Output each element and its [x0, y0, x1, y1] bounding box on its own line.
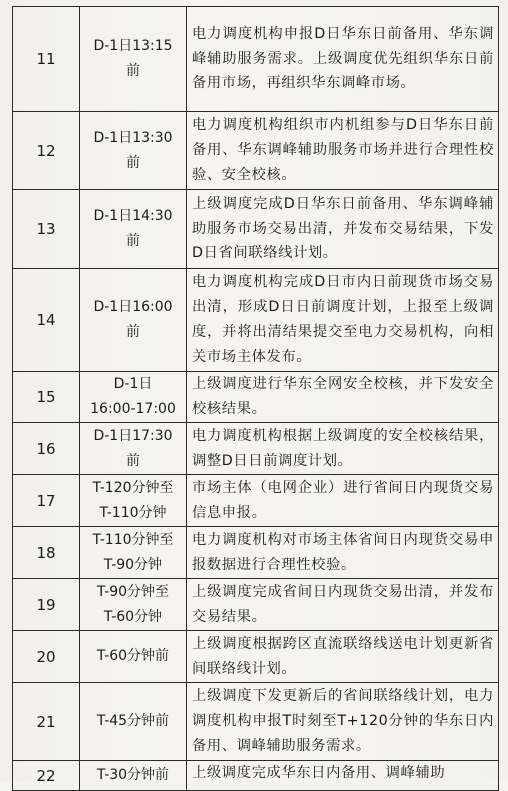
- table-row: [13, 269, 499, 372]
- table-row: [13, 683, 499, 761]
- table-row: [13, 7, 499, 112]
- row-description: 上级调度完成华东日内备用、调峰辅助: [187, 761, 499, 791]
- row-description: 电力调度机构对市场主体省间日内现货交易申报数据进行合理性校验。: [187, 527, 499, 579]
- row-number: 22: [13, 761, 80, 791]
- row-number: 21: [13, 683, 80, 761]
- row-description: 市场主体（电网企业）进行省间日内现货交易信息申报。: [187, 475, 499, 527]
- row-description: 上级调度完成省间日内现货交易出清，并发布交易结果。: [187, 579, 499, 631]
- table-row: [13, 761, 499, 791]
- row-description: 上级调度根据跨区直流联络线送电计划更新省间联络线计划。: [187, 631, 499, 683]
- row-time: T-45分钟前: [80, 683, 187, 761]
- row-description: 电力调度机构组织市内机组参与D日华东日前备用、华东调峰辅助服务市场并进行合理性校验、安全校核。: [187, 112, 499, 190]
- row-number: 11: [13, 7, 80, 112]
- row-number: 14: [13, 269, 80, 372]
- row-time: T-110分钟至 T-90分钟: [80, 527, 187, 579]
- row-time: D-1日13:15 前: [80, 7, 187, 112]
- row-time: T-90分钟至 T-60分钟: [80, 579, 187, 631]
- table-row: [13, 579, 499, 631]
- row-number: 20: [13, 631, 80, 683]
- row-time: T-120分钟至 T-110分钟: [80, 475, 187, 527]
- table-row: [13, 475, 499, 527]
- row-number: 15: [13, 372, 80, 423]
- row-description: 电力调度机构申报D日华东日前备用、华东调峰辅助服务需求。上级调度优先组织华东日前备用市场，再组织华东调峰市场。: [187, 7, 499, 112]
- table-row: [13, 112, 499, 190]
- row-time: T-60分钟前: [80, 631, 187, 683]
- row-number: 16: [13, 423, 80, 475]
- table-row: [13, 423, 499, 475]
- schedule-table: [12, 6, 499, 791]
- row-number: 13: [13, 190, 80, 269]
- table-row: [13, 372, 499, 423]
- row-time: D-1日13:30 前: [80, 112, 187, 190]
- row-description: 电力调度机构根据上级调度的安全校核结果，调整D日日前调度计划。: [187, 423, 499, 475]
- row-time: D-1日16:00 前: [80, 269, 187, 372]
- row-time: T-30分钟前: [80, 761, 187, 791]
- row-number: 18: [13, 527, 80, 579]
- row-description: 上级调度下发更新后的省间联络线计划，电力调度机构申报T时刻至T+120分钟的华东日内备用、调峰辅助服务需求。: [187, 683, 499, 761]
- table-row: [13, 527, 499, 579]
- table-row: [13, 190, 499, 269]
- row-description: 电力调度机构完成D日市内日前现货市场交易出清，形成D日日前调度计划，上报至上级调度，并将出清结果提交至电力交易机构，向相关市场主体发布。: [187, 269, 499, 372]
- row-description: 上级调度完成D日华东日前备用、华东调峰辅助服务市场交易出清，并发布交易结果，下发D日省间联络线计划。: [187, 190, 499, 269]
- row-number: 12: [13, 112, 80, 190]
- table-row: [13, 631, 499, 683]
- row-number: 19: [13, 579, 80, 631]
- row-number: 17: [13, 475, 80, 527]
- row-time: D-1日14:30 前: [80, 190, 187, 269]
- row-description: 上级调度进行华东全网安全校核，并下发安全校核结果。: [187, 372, 499, 423]
- row-time: D-1日 16:00-17:00: [80, 372, 187, 423]
- row-time: D-1日17:30 前: [80, 423, 187, 475]
